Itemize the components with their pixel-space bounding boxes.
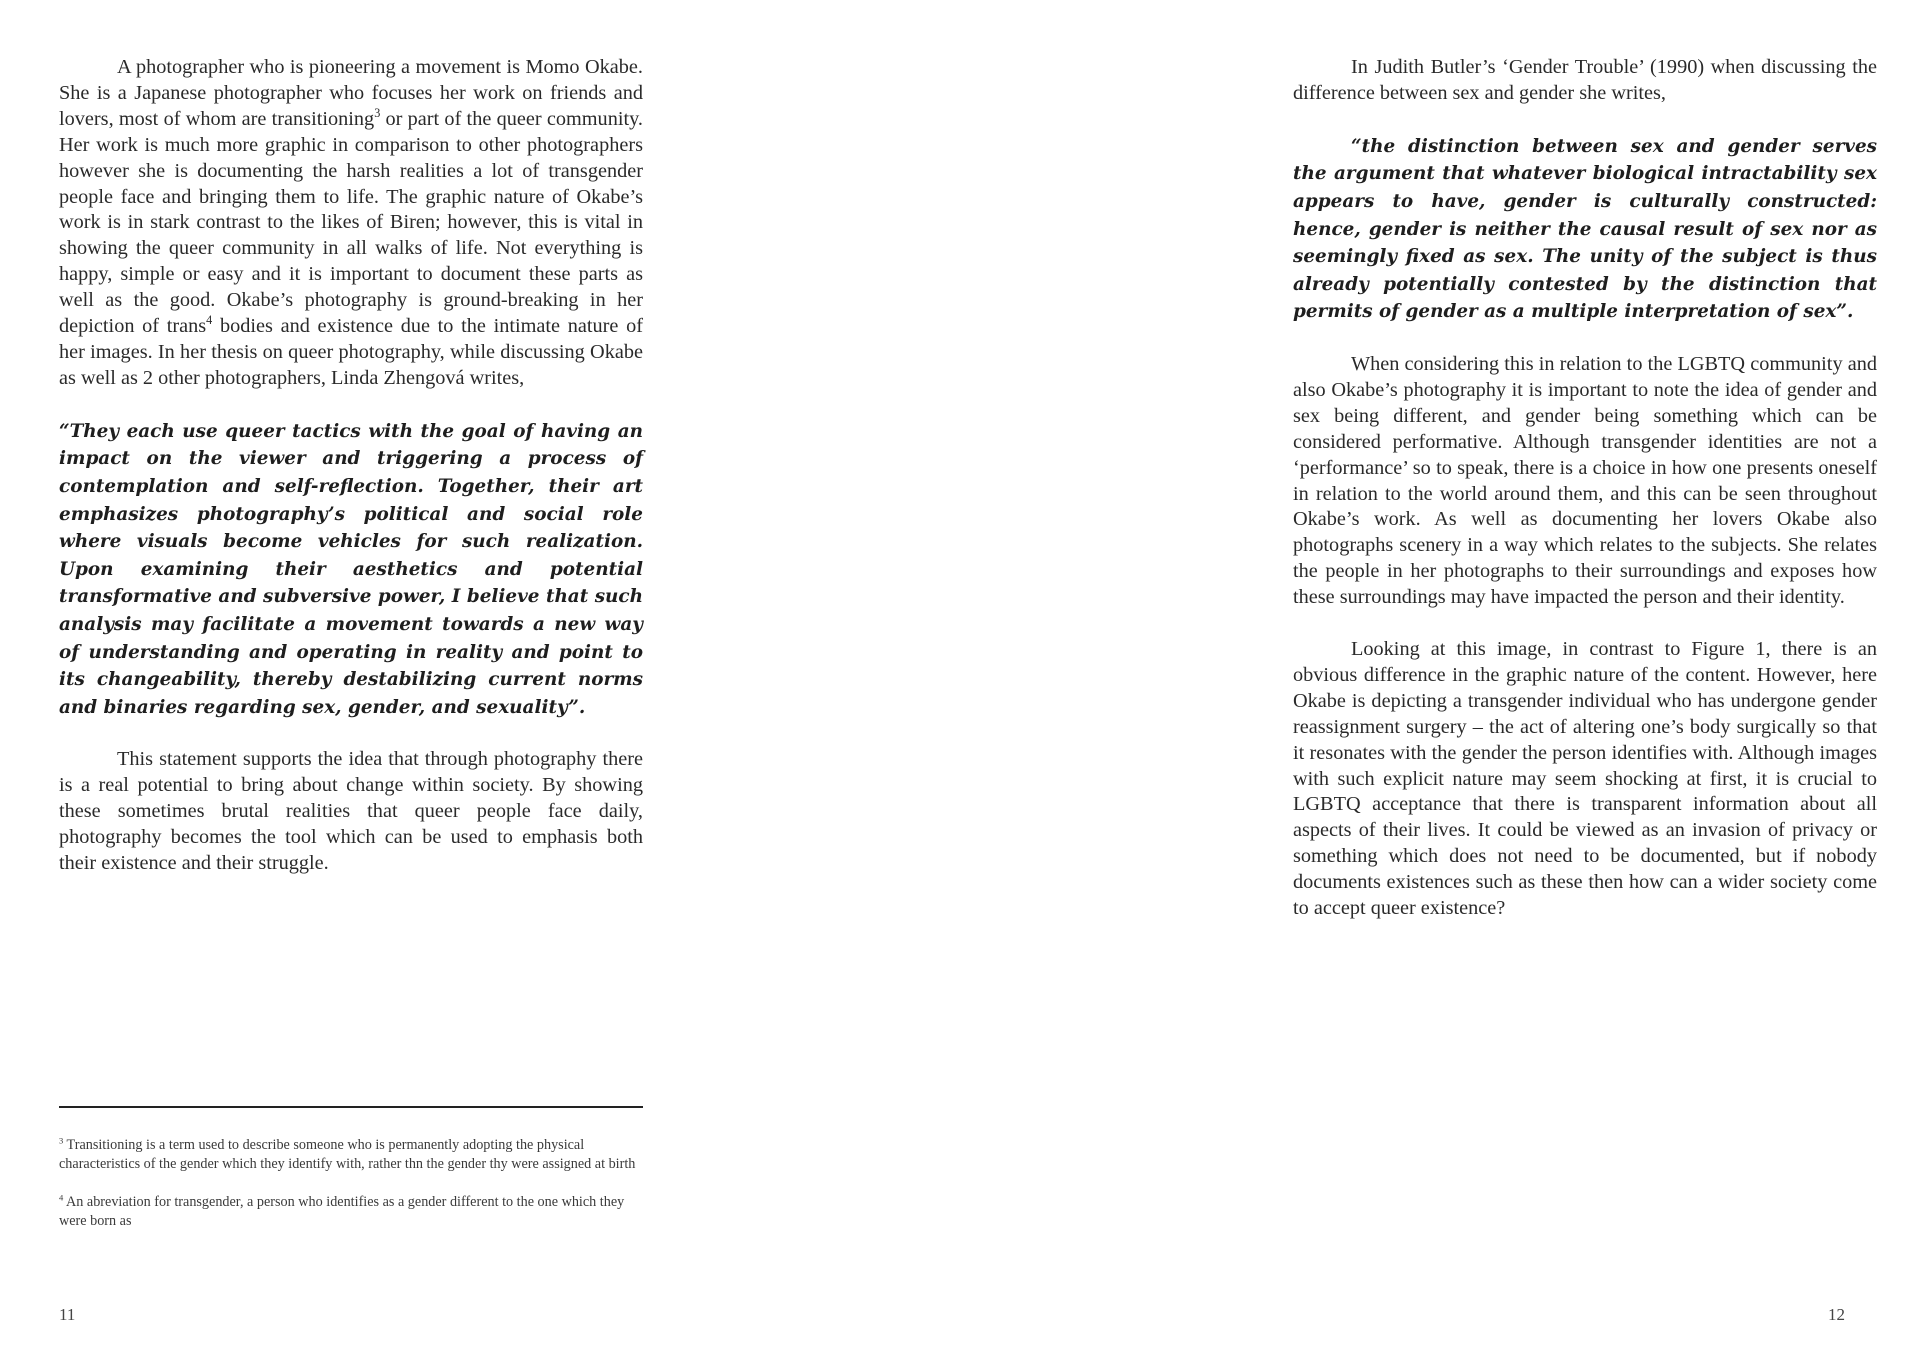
performativity-paragraph: When considering this in relation to the LGBTQ community and also Okabe’s photography it is important to note the idea of gender and sex being different, and gender being something which can be considered performative. Although transgender identities are not a ‘performance’ so to speak, there is a choice in how one presents oneself in relation to the world around them, and this can be seen throughout Okabe’s work. As well as documenting her lovers Okabe also photographs scenery in a way which relates to the subjects. She relates the people in her photographs to their surroundings and exposes how these surroundings may have impacted the person and their identity. (1293, 352, 1877, 609)
closing-paragraph: This statement supports the idea that through photography there is a real potential to bring about change within society. By showing these sometimes brutal realities that queer people face daily, photography becomes the tool which can be used to emphasis both their existence and their struggle. (59, 748, 643, 874)
spacer (1293, 107, 1877, 133)
butler-quote: “the distinction between sex and gender serves the argument that whatever biological intractability sex appears to have, gender is culturally constructed: hence, gender is neither the causal result of sex nor as seemingly fixed as sex. The unity of the subject is thus already potentially contested by the distinction that permits of gender as a multiple interpretation of sex”. (1293, 135, 1877, 323)
intro-text-1: A photographer who is pioneering a movement is Momo Okabe. She is a Japanese photographer who focuses her work on friends and lovers, most of whom are transitioning (59, 56, 643, 130)
footnote-3 (59, 1136, 643, 1173)
spacer (59, 721, 643, 747)
spacer (1293, 326, 1877, 352)
footnote-4 (59, 1193, 643, 1230)
intro-paragraph (59, 55, 643, 392)
intro-text-2: or part of the queer community. Her work is much more graphic in comparison to other photographers however she is documenting the harsh realities a lot of transgender people face and bringing them to life. The graphic nature of Okabe’s work is in stark contrast to the likes of Biren; however, this is vital in showing the queer community in all walks of life. Not everything is happy, simple or easy and it is important to document these parts as well as the good. Okabe’s photography is ground-breaking in her depiction of trans (59, 107, 644, 338)
right-column (1293, 55, 1877, 922)
right-page (960, 0, 1920, 1358)
butler-intro-paragraph: In Judith Butler’s ‘Gender Trouble’ (1990) when discussing the difference between sex and gender she writes, (1293, 56, 1877, 104)
footnote-3-text: Transitioning is a term used to describe someone who is permanently adopting the physical characteristics of the gender which they identify with, rather thn the gender thy were assigned at birth (59, 1137, 636, 1172)
left-column (59, 55, 643, 877)
zhengova-quote: “They each use queer tactics with the goal of having an impact on the viewer and triggering a process of contemplation and self-reflection. Together, their art emphasizes photography’s political and social role where visuals become vehicles for such realization. Upon examining their aesthetics and potential transformative and subversive power, I believe that such analysis may facilitate a movement towards a new way of understanding and operating in reality and point to its changeability, thereby destabilizing current norms and binaries regarding sex, gender, and sexuality”. (59, 420, 643, 718)
page-number-left: 11 (59, 1305, 76, 1324)
footnotes (59, 1136, 643, 1250)
page-number-right: 12 (1828, 1305, 1845, 1324)
footnote-marker-3: 3 (59, 1135, 64, 1146)
figure-comparison-paragraph: Looking at this image, in contrast to Figure 1, there is an obvious difference in the graphic nature of the content. However, here Okabe is depicting a transgender individual who has undergone gender reassignment surgery – the act of altering one’s body surgically so that it resonates with the gender the person identifies with. Although images with such explicit nature may seem shocking at first, it is crucial to LGBTQ acceptance that there is transparent information about all aspects of their lives. It could be viewed as an invasion of privacy or something which does not need to be documented, but if nobody documents existences such as these then how can a wider society come to accept queer existence? (1293, 638, 1877, 920)
footnote-marker-4: 4 (59, 1192, 64, 1203)
footnote-ref-3: 3 (374, 106, 381, 121)
spacer (59, 392, 643, 418)
footnote-4-text: An abreviation for transgender, a person who identifies as a gender different to the one which they were born as (59, 1194, 625, 1229)
footnote-divider (59, 1106, 643, 1108)
spacer (1293, 611, 1877, 637)
footnote-ref-4: 4 (206, 313, 213, 328)
intro-text-3: bodies and existence due to the intimate nature of her images. In her thesis on queer photography, while discussing Okabe as well as 2 other photographers, Linda Zhengová writes, (59, 315, 643, 389)
